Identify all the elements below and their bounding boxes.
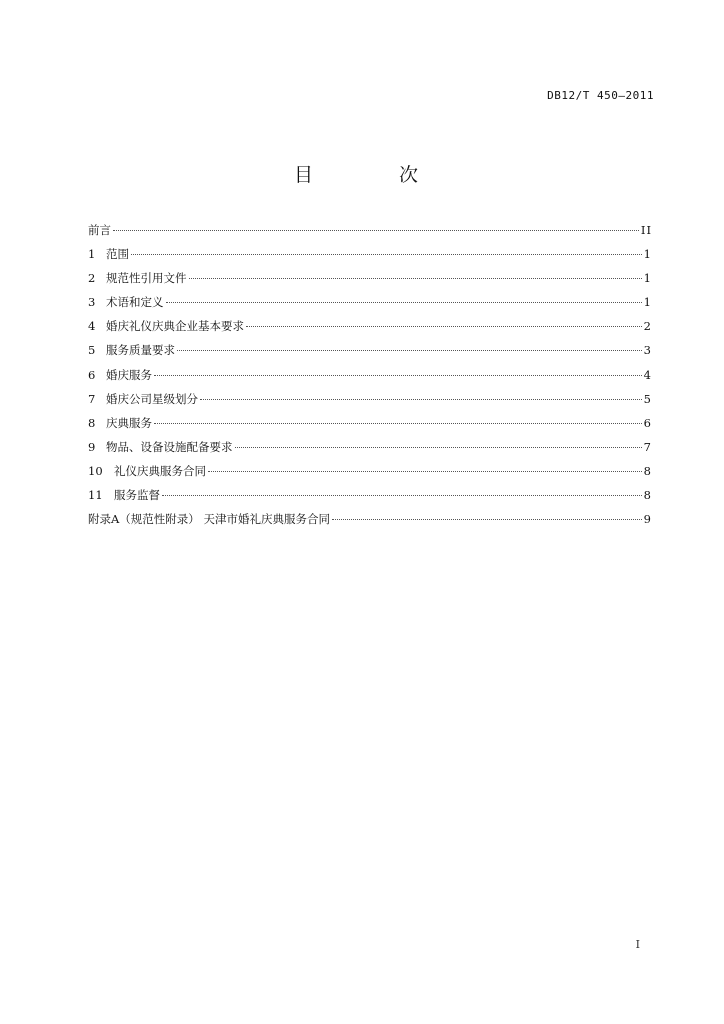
toc-entry-label: 物品、设备设施配备要求 — [106, 439, 233, 454]
toc-title: 目 次 — [293, 164, 459, 186]
toc-entry[interactable] — [88, 218, 652, 242]
toc-entry-page: II — [640, 223, 652, 237]
dot-leader — [332, 505, 642, 520]
toc-entry-page: 1 — [643, 295, 652, 310]
dot-leader — [177, 336, 642, 351]
toc-entry-number: 8 — [88, 415, 96, 430]
toc-entry-label: 附录A（规范性附录） 天津市婚礼庆典服务合同 — [88, 512, 330, 527]
toc-entry-label: 婚庆礼仪庆典企业基本要求 — [106, 319, 244, 334]
dot-leader — [154, 409, 642, 424]
table-of-contents — [88, 218, 652, 531]
toc-entry-page: 6 — [643, 415, 652, 430]
toc-entry-page: 4 — [643, 367, 652, 382]
toc-entry-page: 2 — [643, 319, 652, 334]
toc-entry-number: 5 — [88, 343, 96, 358]
toc-entry-number: 9 — [88, 439, 96, 454]
dot-leader — [162, 481, 642, 496]
dot-leader — [246, 312, 642, 327]
toc-entry[interactable] — [88, 290, 652, 314]
toc-entry[interactable] — [88, 338, 652, 362]
toc-entry-label: 庆典服务 — [106, 415, 152, 430]
dot-leader — [235, 433, 642, 448]
toc-entry[interactable] — [88, 363, 652, 387]
toc-entry[interactable] — [88, 242, 652, 266]
toc-entry-page: 1 — [643, 271, 652, 286]
dot-leader — [208, 457, 642, 472]
toc-entry-number: 1 — [88, 247, 96, 262]
toc-entry-label: 术语和定义 — [106, 295, 164, 310]
toc-entry-page: 1 — [643, 247, 652, 262]
toc-entry-label: 服务监督 — [114, 488, 160, 503]
toc-entry-page: 7 — [643, 439, 652, 454]
toc-entry-label: 规范性引用文件 — [106, 271, 187, 286]
toc-entry-page: 8 — [643, 488, 652, 503]
standard-code: DB12/T 450—2011 — [547, 89, 654, 102]
dot-leader — [154, 361, 642, 376]
toc-entry-number: 11 — [88, 488, 103, 503]
toc-entry-label: 前言 — [88, 223, 111, 237]
toc-entry-number: 4 — [88, 319, 96, 334]
toc-entry[interactable] — [88, 459, 652, 483]
toc-entry-label: 婚庆服务 — [106, 367, 152, 382]
toc-entry-label: 服务质量要求 — [106, 343, 175, 358]
page-number: I — [635, 938, 640, 951]
toc-entry-page: 9 — [643, 512, 652, 527]
toc-entry[interactable] — [88, 411, 652, 435]
toc-entry-number: 10 — [88, 463, 103, 478]
toc-entry[interactable] — [88, 483, 652, 507]
dot-leader — [200, 385, 642, 400]
toc-entry[interactable] — [88, 387, 652, 411]
toc-entry-label: 礼仪庆典服务合同 — [114, 463, 206, 478]
toc-entry[interactable] — [88, 314, 652, 338]
dot-leader — [131, 240, 642, 255]
toc-entry-number: 2 — [88, 271, 96, 286]
dot-leader — [113, 216, 639, 231]
toc-entry-number: 6 — [88, 367, 96, 382]
toc-entry-label: 婚庆公司星级划分 — [106, 391, 198, 406]
toc-entry-page: 8 — [643, 463, 652, 478]
toc-entry[interactable] — [88, 266, 652, 290]
toc-entry-page: 5 — [643, 391, 652, 406]
toc-entry-page: 3 — [643, 343, 652, 358]
toc-entry-number: 7 — [88, 391, 96, 406]
dot-leader — [189, 264, 642, 279]
dot-leader — [166, 288, 642, 303]
toc-entry-number: 3 — [88, 295, 96, 310]
toc-entry-label: 范围 — [106, 247, 129, 262]
toc-entry[interactable] — [88, 435, 652, 459]
toc-entry[interactable] — [88, 507, 652, 531]
